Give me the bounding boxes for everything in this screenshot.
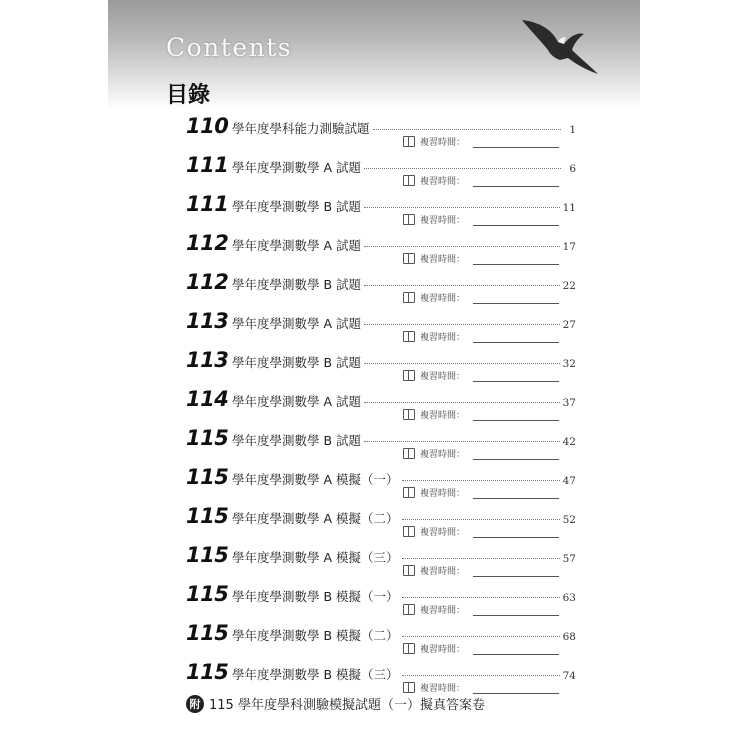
- book-icon: [403, 292, 415, 303]
- toc-entry: [186, 582, 576, 621]
- entry-title: 學年度學測數學 B 模擬（三）: [232, 667, 399, 682]
- entry-title: 學年度學測數學 B 模擬（一）: [232, 589, 399, 604]
- toc-entry: [186, 309, 576, 348]
- review-time-field: [403, 212, 559, 226]
- entry-year: 115: [186, 465, 229, 489]
- entry-page-number: 63: [562, 592, 576, 604]
- review-time-label: 複習時間：: [420, 293, 466, 304]
- review-time-blank-line: [473, 408, 559, 421]
- toc-entry: [186, 153, 576, 192]
- review-time-blank-line: [473, 642, 559, 655]
- entry-year: 111: [186, 192, 229, 216]
- review-time-blank-line: [473, 525, 559, 538]
- entry-page-number: 17: [562, 241, 576, 253]
- entry-title: 學年度學測數學 A 試題: [232, 316, 361, 331]
- entry-year: 112: [186, 231, 229, 255]
- toc-entry: [186, 543, 576, 582]
- entry-page-number: 22: [562, 280, 576, 292]
- entry-year: 115: [186, 621, 229, 645]
- toc-entry: [186, 231, 576, 270]
- toc-entry: [186, 465, 576, 504]
- dot-leader: [364, 246, 560, 247]
- dot-leader: [402, 597, 560, 598]
- toc-list: [186, 114, 576, 699]
- entry-year: 114: [186, 387, 229, 411]
- entry-year: 115: [186, 504, 229, 528]
- review-time-field: [403, 446, 559, 460]
- review-time-field: [403, 134, 559, 148]
- entry-page-number: 52: [562, 514, 576, 526]
- entry-year: 115: [186, 426, 229, 450]
- appendix-text: 115 學年度學科測驗模擬試題（一）擬真答案卷: [209, 698, 485, 713]
- dot-leader: [402, 636, 560, 637]
- toc-entry: [186, 504, 576, 543]
- dot-leader: [364, 285, 560, 286]
- dot-leader: [402, 480, 560, 481]
- dot-leader: [402, 519, 560, 520]
- dot-leader: [364, 324, 560, 325]
- entry-year: 113: [186, 309, 229, 333]
- appendix-badge: 附: [186, 695, 204, 713]
- entry-page-number: 32: [562, 358, 576, 370]
- dot-leader: [364, 441, 560, 442]
- review-time-field: [403, 524, 559, 538]
- book-page: [108, 0, 640, 750]
- book-icon: [403, 682, 415, 693]
- toc-entry: [186, 426, 576, 465]
- review-time-blank-line: [473, 213, 559, 226]
- review-time-blank-line: [473, 291, 559, 304]
- entry-page-number: 27: [562, 319, 576, 331]
- entry-page-number: 37: [562, 397, 576, 409]
- toc-entry: [186, 348, 576, 387]
- review-time-blank-line: [473, 681, 559, 694]
- dot-leader: [373, 129, 561, 130]
- book-icon: [403, 643, 415, 654]
- entry-title: 學年度學測數學 B 試題: [232, 355, 362, 370]
- review-time-field: [403, 329, 559, 343]
- entry-year: 111: [186, 153, 229, 177]
- entry-title: 學年度學測數學 B 試題: [232, 199, 362, 214]
- review-time-field: [403, 407, 559, 421]
- dot-leader: [402, 675, 560, 676]
- eagle-icon: [520, 0, 600, 80]
- review-time-blank-line: [473, 564, 559, 577]
- review-time-label: 複習時間：: [420, 137, 466, 148]
- review-time-field: [403, 485, 559, 499]
- review-time-blank-line: [473, 369, 559, 382]
- book-icon: [403, 409, 415, 420]
- entry-page-number: 42: [562, 436, 576, 448]
- entry-title: 學年度學科能力測驗試題: [232, 121, 370, 136]
- review-time-blank-line: [473, 603, 559, 616]
- appendix-entry: [186, 694, 485, 713]
- review-time-label: 複習時間：: [420, 644, 466, 655]
- review-time-field: [403, 290, 559, 304]
- entry-title: 學年度學測數學 B 試題: [232, 277, 362, 292]
- entry-page-number: 1: [569, 124, 576, 136]
- entry-title: 學年度學測數學 B 試題: [232, 433, 362, 448]
- entry-page-number: 6: [569, 163, 576, 175]
- toc-title: 目錄: [166, 83, 211, 108]
- review-time-field: [403, 602, 559, 616]
- toc-entry: [186, 621, 576, 660]
- entry-year: 113: [186, 348, 229, 372]
- dot-leader: [364, 168, 561, 169]
- book-icon: [403, 136, 415, 147]
- review-time-field: [403, 251, 559, 265]
- entry-year: 110: [186, 114, 229, 138]
- review-time-label: 複習時間：: [420, 488, 466, 499]
- entry-title: 學年度學測數學 A 試題: [232, 394, 361, 409]
- book-icon: [403, 604, 415, 615]
- entry-title: 學年度學測數學 A 模擬（二）: [232, 511, 399, 526]
- review-time-field: [403, 641, 559, 655]
- entry-page-number: 47: [562, 475, 576, 487]
- book-icon: [403, 526, 415, 537]
- review-time-label: 複習時間：: [420, 605, 466, 616]
- review-time-blank-line: [473, 252, 559, 265]
- dot-leader: [364, 402, 560, 403]
- review-time-label: 複習時間：: [420, 683, 466, 694]
- entry-year: 115: [186, 543, 229, 567]
- toc-entry: [186, 270, 576, 309]
- review-time-blank-line: [473, 447, 559, 460]
- dot-leader: [364, 363, 560, 364]
- review-time-label: 複習時間：: [420, 332, 466, 343]
- entry-title: 學年度學測數學 A 試題: [232, 160, 361, 175]
- review-time-label: 複習時間：: [420, 254, 466, 265]
- entry-page-number: 68: [562, 631, 576, 643]
- entry-page-number: 57: [562, 553, 576, 565]
- entry-title: 學年度學測數學 A 模擬（一）: [232, 472, 399, 487]
- review-time-label: 複習時間：: [420, 215, 466, 226]
- entry-year: 115: [186, 660, 229, 684]
- book-icon: [403, 175, 415, 186]
- review-time-label: 複習時間：: [420, 176, 466, 187]
- review-time-label: 複習時間：: [420, 566, 466, 577]
- book-icon: [403, 331, 415, 342]
- review-time-label: 複習時間：: [420, 527, 466, 538]
- review-time-field: [403, 173, 559, 187]
- entry-page-number: 11: [562, 202, 576, 214]
- review-time-blank-line: [473, 135, 559, 148]
- toc-entry: [186, 387, 576, 426]
- toc-entry: [186, 114, 576, 153]
- review-time-label: 複習時間：: [420, 410, 466, 421]
- review-time-field: [403, 680, 559, 694]
- review-time-field: [403, 563, 559, 577]
- dot-leader: [402, 558, 560, 559]
- banner-word: Contents: [166, 33, 293, 62]
- entry-year: 112: [186, 270, 229, 294]
- book-icon: [403, 448, 415, 459]
- review-time-blank-line: [473, 486, 559, 499]
- entry-title: 學年度學測數學 A 試題: [232, 238, 361, 253]
- entry-page-number: 74: [562, 670, 576, 682]
- book-icon: [403, 253, 415, 264]
- review-time-field: [403, 368, 559, 382]
- book-icon: [403, 565, 415, 576]
- book-icon: [403, 370, 415, 381]
- entry-title: 學年度學測數學 B 模擬（二）: [232, 628, 399, 643]
- review-time-blank-line: [473, 174, 559, 187]
- entry-year: 115: [186, 582, 229, 606]
- toc-entry: [186, 192, 576, 231]
- dot-leader: [364, 207, 560, 208]
- review-time-label: 複習時間：: [420, 371, 466, 382]
- review-time-label: 複習時間：: [420, 449, 466, 460]
- review-time-blank-line: [473, 330, 559, 343]
- book-icon: [403, 487, 415, 498]
- entry-title: 學年度學測數學 A 模擬（三）: [232, 550, 399, 565]
- book-icon: [403, 214, 415, 225]
